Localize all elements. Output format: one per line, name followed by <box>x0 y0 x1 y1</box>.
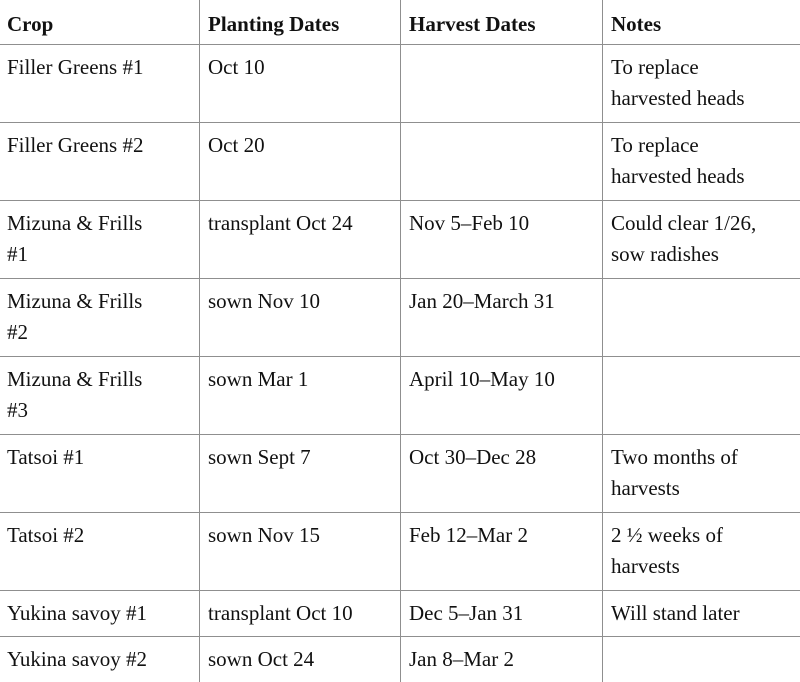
notes-cell <box>602 357 800 434</box>
planting-cell: sown Oct 24 <box>199 637 400 682</box>
notes-cell: To replace harvested heads <box>602 45 800 122</box>
header-harvest-dates: Harvest Dates <box>400 0 602 44</box>
notes-cell: 2 ½ weeks of harvests <box>602 513 800 590</box>
table-row <box>0 435 800 513</box>
table-row <box>0 357 800 435</box>
crop-cell: Tatsoi #2 <box>7 523 85 547</box>
table-row <box>0 279 800 357</box>
crop-cell: Tatsoi #1 <box>7 445 85 469</box>
harvest-cell <box>400 45 602 122</box>
table-row <box>0 45 800 123</box>
crop-cell: Filler Greens #2 <box>7 133 144 157</box>
crop-cell: Mizuna & Frills #2 <box>7 289 143 344</box>
notes-cell <box>602 279 800 356</box>
crop-cell: Yukina savoy #1 <box>7 601 147 625</box>
planting-cell: sown Mar 1 <box>199 357 400 434</box>
planting-cell: transplant Oct 24 <box>199 201 400 278</box>
notes-cell: Could clear 1/26, sow radishes <box>602 201 800 278</box>
table-row <box>0 123 800 201</box>
planting-cell: sown Sept 7 <box>199 435 400 512</box>
harvest-cell: Jan 8–Mar 2 <box>400 637 602 682</box>
planting-cell: Oct 10 <box>199 45 400 122</box>
header-planting-dates: Planting Dates <box>199 0 400 44</box>
notes-cell: Will stand later <box>602 591 800 636</box>
harvest-cell <box>400 123 602 200</box>
table-row <box>0 201 800 279</box>
harvest-cell: Oct 30–Dec 28 <box>400 435 602 512</box>
harvest-cell: Nov 5–Feb 10 <box>400 201 602 278</box>
planting-cell: Oct 20 <box>199 123 400 200</box>
table-header-row <box>0 0 800 45</box>
crop-cell: Filler Greens #1 <box>7 55 144 79</box>
table-row <box>0 637 800 682</box>
crop-cell: Mizuna & Frills #3 <box>7 367 143 422</box>
planting-cell: sown Nov 15 <box>199 513 400 590</box>
notes-cell <box>602 637 800 682</box>
header-crop: Crop <box>7 12 54 36</box>
planting-cell: transplant Oct 10 <box>199 591 400 636</box>
table-row <box>0 591 800 637</box>
notes-cell: To replace harvested heads <box>602 123 800 200</box>
table-row <box>0 513 800 591</box>
harvest-cell: April 10–May 10 <box>400 357 602 434</box>
harvest-cell: Jan 20–March 31 <box>400 279 602 356</box>
crop-cell: Yukina savoy #2 <box>7 647 147 671</box>
header-notes: Notes <box>602 0 800 44</box>
harvest-cell: Feb 12–Mar 2 <box>400 513 602 590</box>
notes-cell: Two months of harvests <box>602 435 800 512</box>
harvest-cell: Dec 5–Jan 31 <box>400 591 602 636</box>
planting-cell: sown Nov 10 <box>199 279 400 356</box>
crop-cell: Mizuna & Frills #1 <box>7 211 143 266</box>
